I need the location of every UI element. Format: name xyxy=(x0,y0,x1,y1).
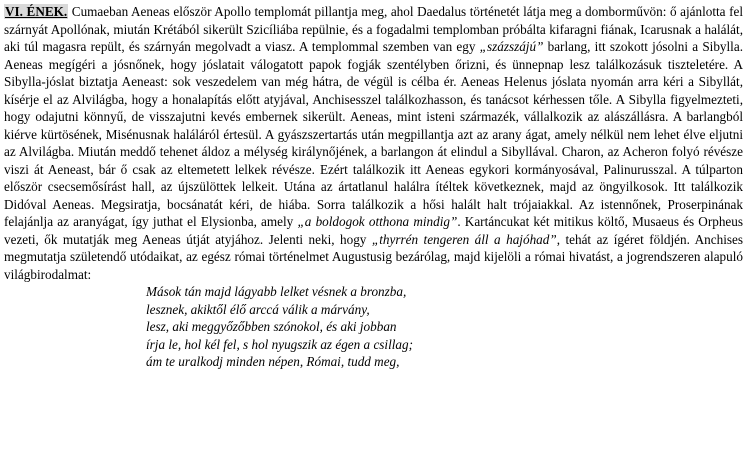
poem-line: lesz, aki meggyőzőbben szónokol, és aki jobban xyxy=(146,319,397,334)
poem-line: ám te uralkodj minden népen, Római, tudd meg, xyxy=(146,354,400,369)
poem-line: lesznek, akiktől élő arccá válik a márvány, xyxy=(146,301,370,317)
main-paragraph xyxy=(4,3,743,283)
text-segment: barlang, itt szokott jósolni a Sibylla. Aeneas megígéri a jósnőnek, hogy jóslatait válogatott papok fogják szentélyben őrizni, és ünnepnap lesz találkozásuk tiszteletére. A Sibylla-jóslat biztatja Aeneast: sok veszedelem van még hátra, de végül is célba ér. Aeneas Helenus jóslata nyomán arra kéri a Sibyllát, kísérje el az Alvilágba, hogy a honalapítás előtt atyjával, Anchisesszel találkozhasson, és tanácsot kérhessen tőle. A Sibylla figyelmezteti, hogy odajutni könnyű, de visszajutni kevés embernek sikerült. Aeneas, mint isteni származék, vállalkozik az alászállásra. A barlangból kiérve kürtösének, Misénusnak haláláról értesül. A gyászszertartás után megpillantja azt az arany ágat, amely nélkül nem lehet élve eljutni az Alvilágba. Miután meddő tehenet áldoz a mélység királynőjének, a barlangon át elindul a Sibyllával. Charon, az Acheron folyó révésze viszi át Aeneast, bár ő csak az eltemetett lelkek révésze. Ezért találkozik itt Aeneas egykori kormányosával, Palinurusszal. A túlparton először csecsemősírást hall, az újszülöttek lelkeit. Utána az ártatlanul halálra ítéltek következnek, majd az öngyilkosok. Itt találkozik Didóval Aeneas. Megsiratja, bocsánatát kéri, de hiába. Sorra találkozik a hősi halált halt trójaiakkal. Az istennőnek, Proserpinának felajánlja az aranyágat, így juthat el Elysionba, amely xyxy=(4,39,743,229)
quoted-phrase: „thyrrén tengeren áll a hajóhad” xyxy=(371,231,557,247)
chapter-heading: VI. ÉNEK. xyxy=(5,4,68,19)
poem-quote xyxy=(146,283,743,371)
text-segment: , tehát az ígéret földjén. Anchises megmutatja születendő utódaikat, az egész római történelmet Augustusig bezárólag, majd kijelöli a római hivatást, a jogrendszeren alapuló világbirodalmat: xyxy=(4,231,743,282)
poem-line: írja le, hol kél fel, s hol nyugszik az égen a csillag; xyxy=(146,336,414,352)
poem-line: Mások tán majd lágyabb lelket vésnek a bronzba, xyxy=(146,284,407,299)
quoted-phrase: „a boldogok otthona mindig” xyxy=(297,214,458,229)
quoted-phrase: „százszájú” xyxy=(479,39,544,54)
text-segment: Cumaeban Aeneas először Apollo templomát pillantja meg, ahol Daedalus történetét látja meg a domborművön: ő ajánlotta fel szárnyát Apollónak, miután Krétából sikerült Szicíliába repülnie, és a fogadalmi templomban próbálta kifaragni fiának, Icarusnak a halálát, aki túl magasra repült, és szárnyán megolvadt a viasz. A templommal szemben van egy xyxy=(4,4,743,54)
text-segment: . Kartáncukat két mitikus költő, Musaeus és Orpheus vezeti, ők mutatják meg Aeneas útját atyjához. Jelenti neki, hogy xyxy=(4,214,743,247)
